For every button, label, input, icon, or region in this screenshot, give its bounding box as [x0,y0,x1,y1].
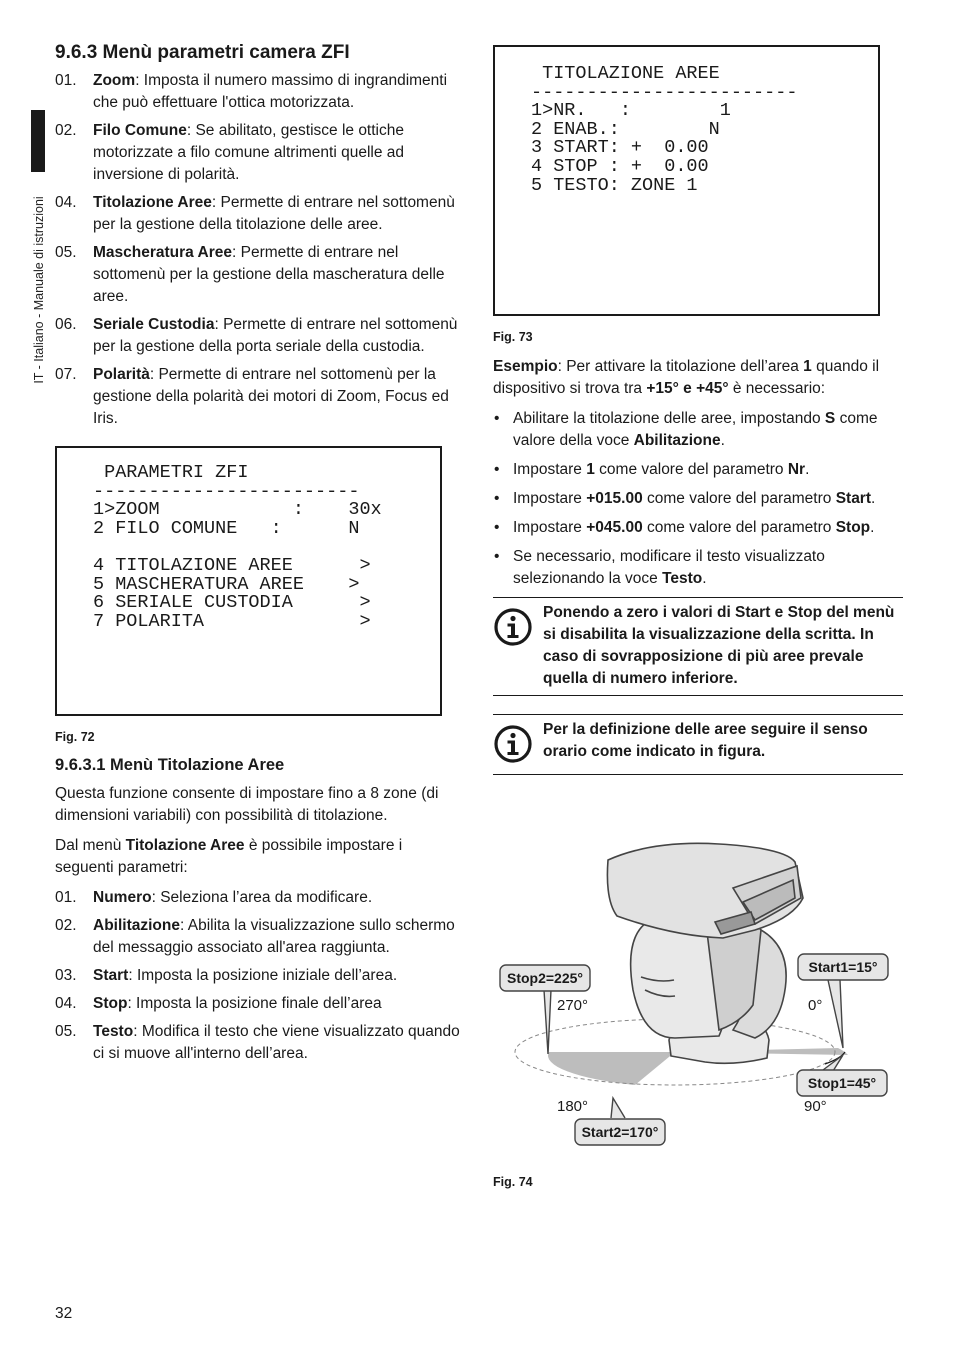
ptz-camera [607,843,803,1063]
osd-menu-zfi: PARAMETRI ZFI ------------------------ 1>ZOOM : 30x 2 FILO COMUNE : N 4 TITOLAZIONE AREE > 5 MASCHERATURA AREE > 6 SERIALE CUSTODIA > 7 POLARITA > [55,446,442,716]
titolazione-list [55,887,465,1065]
intro-paragraph: Questa funzione consente di impostare fino a 8 zone (di dimensioni variabili) con possibilità di titolazione. [55,785,439,824]
list-item: 06. Seriale Custodia: Permette di entrare nel sottomenù per la gestione della porta seriale della custodia. [55,316,458,355]
parameter-list [55,70,465,430]
area-2-sector [548,1052,675,1085]
intro-paragraph-2: Dal menù Titolazione Aree è possibile impostare i seguenti parametri: [55,837,403,876]
list-item: 03. Start: Imposta la posizione iniziale dell’area. [55,967,398,984]
angle-270-label: 270° [557,997,589,1014]
list-item: 02. Filo Comune: Se abilitato, gestisce le ottiche motorizzate a filo comune altrimenti quelle ad inversione di polarità. [55,122,405,183]
start2-label: Start2=170° [581,1124,659,1140]
bullet-list [493,408,903,590]
figure-caption: Fig. 73 [493,330,533,344]
list-item: 07. Polarità: Permette di entrare nel sottomenù per la gestione della polarità dei motori di Zoom, Focus ed Iris. [55,366,449,427]
list-item: 05. Testo: Modifica il testo che viene visualizzato quando ci si muove all'interno dell’area. [55,1023,460,1062]
note-text: Ponendo a zero i valori di Start e Stop del menù si disabilita la visualizzazione della scritta. In caso di sovrapposizione di più aree prevale quella di numero inferiore. [543,604,895,687]
list-item: • Impostare +015.00 come valore del parametro Start. [494,490,876,507]
callout-pointer [611,1098,625,1118]
angle-180-label: 180° [557,1098,589,1115]
page-number: 32 [55,1305,73,1322]
list-item: 05. Mascheratura Aree: Permette di entrare nel sottomenù per la gestione della mascheratura delle aree. [55,244,445,305]
start1-label: Start1=15° [808,959,878,975]
angle-90-label: 90° [804,1098,827,1115]
note-text: Per la definizione delle aree seguire il senso orario come indicato in figura. [543,721,868,760]
list-item: • Impostare 1 come valore del parametro Nr. [494,461,810,478]
figure-caption: Fig. 72 [55,730,95,744]
stop1-label: Stop1=45° [807,1075,877,1091]
figure-74 [493,840,903,1201]
list-item: • Abilitare la titolazione delle aree, impostando S come valore della voce Abilitazione. [494,410,878,449]
list-item: • Se necessario, modificare il testo visualizzato selezionando la voce Testo. [494,548,825,587]
list-item: 04. Titolazione Aree: Permette di entrare nel sottomenù per la gestione della titolazione delle aree. [55,194,455,233]
callout-pointer [828,980,843,1048]
list-item: • Impostare +045.00 come valore del parametro Stop. [494,519,875,536]
example-paragraph: Esempio: Per attivare la titolazione dell’area 1 quando il dispositivo si trova tra +15° e +45° è necessario: [493,358,880,397]
sidebar-label: IT - Italiano - Manuale di istruzioni [32,196,46,384]
figure-caption: Fig. 74 [493,1175,533,1189]
info-note [493,597,903,696]
section-title: 9.6.3 Menù parametri camera ZFI [55,42,350,63]
info-icon [493,719,543,769]
list-item: 01. Numero: Seleziona l’area da modificare. [55,889,373,906]
list-item: 02. Abilitazione: Abilita la visualizzazione sullo schermo del messaggio associato all'area raggiunta. [55,917,455,956]
info-note [493,714,903,775]
osd-menu-titolazione: TITOLAZIONE AREE ------------------------ 1>NR. : 1 2 ENAB.: N 3 START: + 0.00 4 STOP : + 0.00 5 TESTO: ZONE 1 [493,45,880,316]
list-item: 01. Zoom: Imposta il numero massimo di ingrandimenti che può effettuare l'ottica motorizzata. [55,72,448,111]
left-column [55,42,465,1071]
right-column [493,45,903,793]
sidebar-marker [31,110,45,172]
angle-0-label: 0° [808,997,823,1014]
stop2-label: Stop2=225° [506,970,584,986]
subsection-title: 9.6.3.1 Menù Titolazione Aree [55,756,285,774]
info-icon [493,602,543,690]
list-item: 04. Stop: Imposta la posizione finale dell’area [55,995,382,1012]
